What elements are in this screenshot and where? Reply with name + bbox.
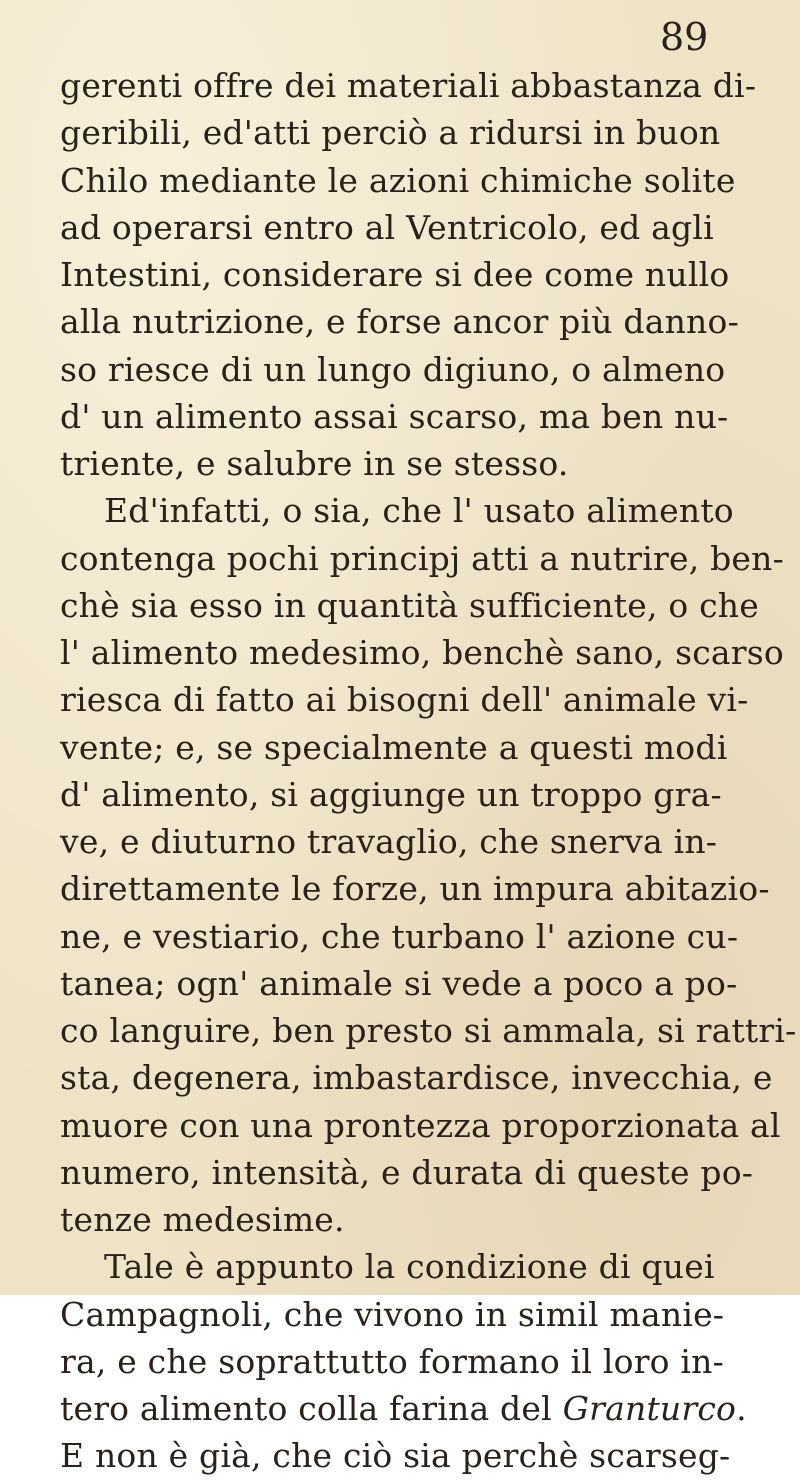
- text-line: gerenti offre dei materiali abbastanza di-: [60, 66, 757, 105]
- text-line: ra, e che soprattutto formano il loro in-: [60, 1341, 724, 1381]
- paragraph-start-line: Ed'infatti, o sia, che l' usato alimento: [104, 491, 734, 531]
- text-line-with-italic: [60, 1385, 760, 1432]
- text-line: triente, e salubre in se stesso.: [60, 444, 569, 483]
- page-number: 89: [660, 15, 709, 59]
- body-text: [60, 62, 797, 1480]
- text-line-part: tero alimento colla farina del: [60, 1389, 552, 1428]
- text-line: ne, e vestiario, che turbano l' azione cu-: [60, 916, 739, 956]
- text-line: riesca di fatto ai bisogni dell' animale vi-: [60, 680, 749, 720]
- text-line: Chilo mediante le azioni chimiche solite: [60, 160, 736, 200]
- text-line: geribili, ed'atti perciò a ridursi in buon: [60, 113, 721, 153]
- text-line: contenga pochi principj atti a nutrire, ben-: [60, 538, 784, 578]
- text-line: vente; e, se specialmente a questi modi: [60, 727, 728, 767]
- text-line: Campagnoli, che vivono in simil manie-: [60, 1294, 725, 1334]
- text-line: muore con una prontezza proporzionata al: [60, 1105, 781, 1145]
- text-line: d' alimento, si aggiunge un troppo gra-: [60, 774, 722, 814]
- text-line: Intestini, considerare si dee come nullo: [60, 255, 730, 294]
- paragraph-start-line: Tale è appunto la condizione di quei: [104, 1247, 715, 1287]
- text-line: sta, degenera, imbastardisce, invecchia, e: [60, 1058, 773, 1098]
- text-line: tanea; ogn' animale si vede a poco a po-: [60, 963, 738, 1003]
- text-line: alla nutrizione, e forse ancor più danno-: [60, 302, 739, 342]
- text-line: direttamente le forze, un impura abitazio-: [60, 869, 770, 909]
- line-end-punctuation: .: [736, 1389, 747, 1428]
- text-line: tenze medesime.: [60, 1200, 345, 1239]
- text-line: numero, intensità, e durata di queste po-: [60, 1152, 754, 1192]
- italic-word: Granturco: [562, 1389, 737, 1428]
- text-line: so riesce di un lungo digiuno, o almeno: [60, 349, 726, 389]
- text-line: l' alimento medesimo, benchè sano, scarso: [60, 633, 784, 672]
- text-line: ad operarsi entro al Ventricolo, ed agli: [60, 207, 714, 247]
- text-line: co languire, ben presto si ammala, si rattri-: [60, 1011, 797, 1050]
- text-line: chè sia esso in quantità sufficiente, o che: [60, 585, 759, 625]
- text-line: d' un alimento assai scarso, ma ben nu-: [60, 396, 729, 436]
- text-line: E non è già, che ciò sia perchè scarseg-: [60, 1436, 731, 1476]
- text-line: ve, e diuturno travaglio, che snerva in-: [60, 822, 718, 861]
